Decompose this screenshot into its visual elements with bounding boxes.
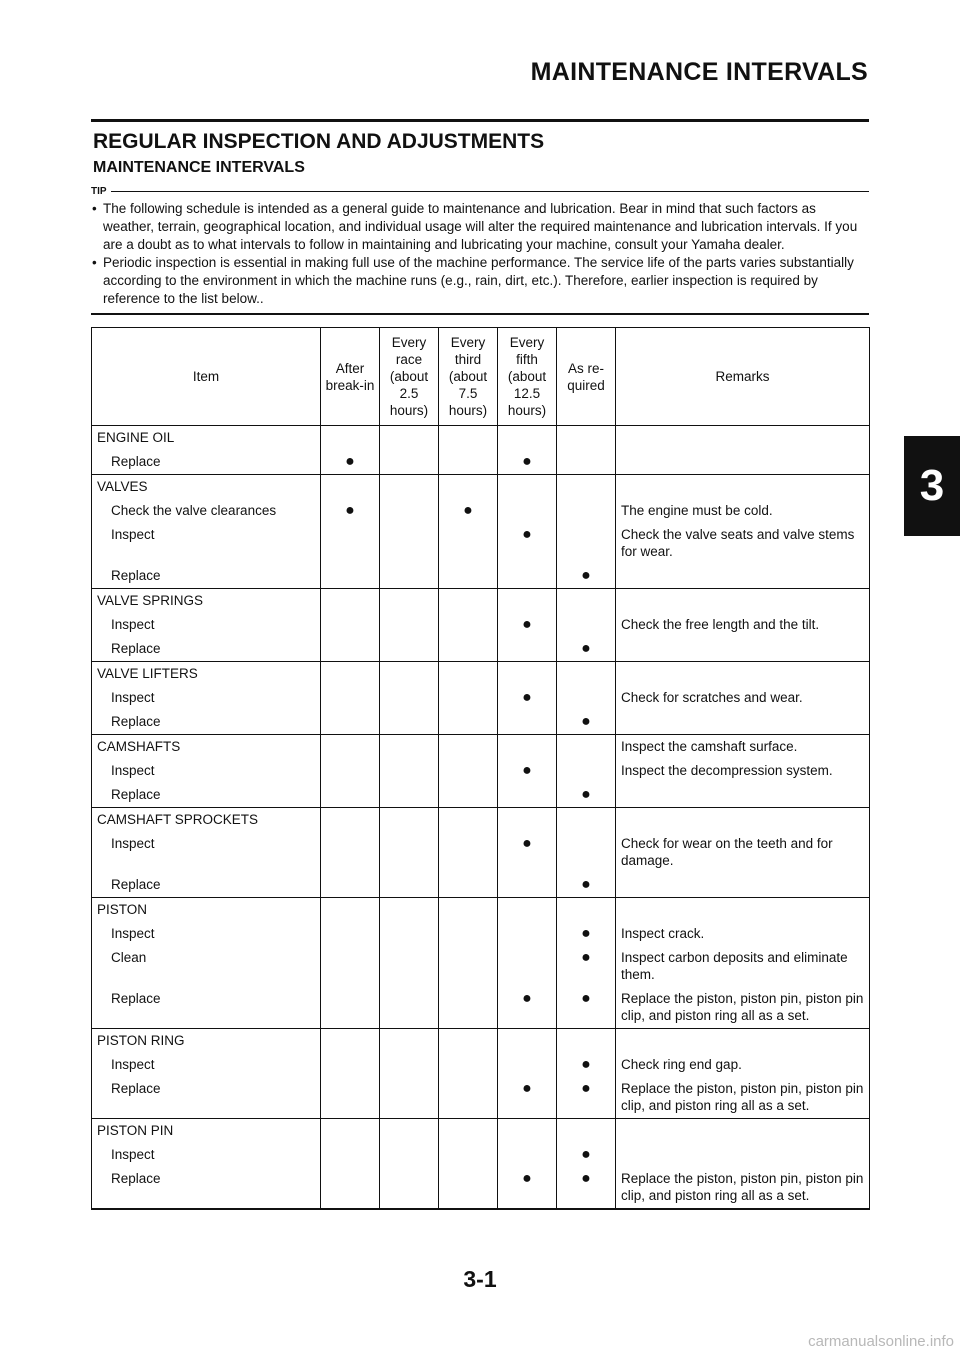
row-label: Check the valve clearances (92, 499, 321, 523)
mark-cell (380, 589, 439, 614)
mark-dot-icon: ● (498, 832, 557, 873)
mark-cell (380, 783, 439, 808)
mark-dot-icon: ● (557, 564, 616, 589)
mark-cell (439, 637, 498, 662)
remark-cell (616, 637, 870, 662)
mark-cell (557, 832, 616, 873)
mark-cell (380, 898, 439, 923)
table-group (92, 662, 870, 735)
group-title: PISTON (92, 898, 321, 923)
remark-cell (616, 873, 870, 898)
table-row (92, 613, 870, 637)
mark-cell (439, 426, 498, 451)
mark-cell (380, 1119, 439, 1144)
mark-cell (380, 613, 439, 637)
mark-cell (557, 426, 616, 451)
tip-header (91, 186, 869, 197)
mark-cell (439, 1053, 498, 1077)
mark-cell (498, 637, 557, 662)
group-title: PISTON PIN (92, 1119, 321, 1144)
mark-cell (439, 1029, 498, 1054)
mark-cell (321, 589, 380, 614)
page-header-title: MAINTENANCE INTERVALS (530, 58, 868, 86)
mark-cell (321, 898, 380, 923)
remark-cell: Check for wear on the teeth and for damage. (616, 832, 870, 873)
mark-cell (557, 808, 616, 833)
mark-cell (380, 450, 439, 475)
table-row (92, 1143, 870, 1167)
table-row (92, 946, 870, 987)
mark-dot-icon: ● (557, 1143, 616, 1167)
remark-cell: The engine must be cold. (616, 499, 870, 523)
table-row (92, 662, 870, 687)
mark-cell (439, 564, 498, 589)
table-row (92, 1053, 870, 1077)
mark-cell (439, 946, 498, 987)
mark-cell (321, 686, 380, 710)
mark-cell (498, 564, 557, 589)
remark-cell: Inspect the decompression system. (616, 759, 870, 783)
mark-cell (498, 662, 557, 687)
mark-cell (498, 808, 557, 833)
mark-cell (498, 710, 557, 735)
remark-cell: Replace the piston, piston pin, piston pin clip, and piston ring all as a set. (616, 1167, 870, 1209)
mark-cell (557, 523, 616, 564)
remark-cell: Inspect crack. (616, 922, 870, 946)
page-number: 3-1 (463, 1266, 497, 1292)
remark-cell (616, 1029, 870, 1054)
mark-dot-icon: ● (498, 450, 557, 475)
mark-cell (557, 499, 616, 523)
mark-cell (321, 735, 380, 760)
group-title: CAMSHAFTS (92, 735, 321, 760)
mark-cell (380, 499, 439, 523)
mark-cell (439, 832, 498, 873)
remark-cell (616, 662, 870, 687)
tip-divider (111, 191, 869, 192)
section-title: REGULAR INSPECTION AND ADJUSTMENTS (93, 130, 545, 153)
mark-cell (380, 1077, 439, 1119)
mark-cell (439, 662, 498, 687)
table-row (92, 832, 870, 873)
table-group (92, 589, 870, 662)
table-row (92, 783, 870, 808)
row-label: Replace (92, 450, 321, 475)
table-row (92, 426, 870, 451)
row-label: Inspect (92, 759, 321, 783)
remark-cell (616, 475, 870, 500)
table-row (92, 564, 870, 589)
mark-cell (321, 946, 380, 987)
mark-cell (380, 426, 439, 451)
remark-cell: Check for scratches and wear. (616, 686, 870, 710)
table-group (92, 1119, 870, 1210)
row-label: Replace (92, 873, 321, 898)
mark-cell (439, 783, 498, 808)
maintenance-table (91, 327, 870, 1210)
mark-cell (321, 1077, 380, 1119)
mark-cell (557, 613, 616, 637)
mark-dot-icon: ● (557, 1053, 616, 1077)
mark-cell (380, 832, 439, 873)
remark-cell (616, 898, 870, 923)
mark-cell (380, 1143, 439, 1167)
table-group (92, 1029, 870, 1119)
table-group (92, 898, 870, 1029)
remark-cell: Check ring end gap. (616, 1053, 870, 1077)
mark-dot-icon: ● (498, 523, 557, 564)
table-row (92, 898, 870, 923)
mark-cell (439, 1167, 498, 1209)
mark-cell (498, 898, 557, 923)
mark-cell (321, 987, 380, 1029)
col-header-every-third: Every third (about 7.5 hours) (439, 328, 498, 426)
remark-cell (616, 564, 870, 589)
row-label: Inspect (92, 686, 321, 710)
chapter-tab: 3 (904, 436, 960, 536)
mark-cell (321, 426, 380, 451)
mark-dot-icon: ● (321, 499, 380, 523)
mark-cell (439, 450, 498, 475)
mark-cell (380, 808, 439, 833)
tip-label: TIP (91, 186, 107, 197)
mark-dot-icon: ● (557, 637, 616, 662)
table-row (92, 589, 870, 614)
mark-cell (321, 808, 380, 833)
mark-cell (321, 783, 380, 808)
mark-cell (321, 832, 380, 873)
mark-cell (380, 922, 439, 946)
tip-box (91, 186, 869, 315)
remark-cell (616, 1119, 870, 1144)
mark-cell (380, 523, 439, 564)
mark-dot-icon: ● (498, 613, 557, 637)
mark-cell (439, 735, 498, 760)
remark-cell: Replace the piston, piston pin, piston pin clip, and piston ring all as a set. (616, 1077, 870, 1119)
tip-bottom-divider (91, 313, 869, 315)
mark-dot-icon: ● (498, 759, 557, 783)
mark-cell (380, 1029, 439, 1054)
mark-cell (321, 710, 380, 735)
group-title: CAMSHAFT SPROCKETS (92, 808, 321, 833)
mark-cell (557, 1119, 616, 1144)
table-group (92, 475, 870, 589)
row-label: Replace (92, 564, 321, 589)
mark-dot-icon: ● (321, 450, 380, 475)
mark-dot-icon: ● (557, 1077, 616, 1119)
table-header-row (92, 328, 870, 426)
tip-item: • Periodic inspection is essential in making full use of the machine performance. The service life of the parts varies substantially according to the environment in which the machine runs (e.g., rain, dirt, etc.). Therefore, earlier inspection is required by reference to the list below.. (91, 254, 869, 308)
mark-cell (321, 523, 380, 564)
col-header-every-fifth: Every fifth (about 12.5 hours) (498, 328, 557, 426)
row-label: Inspect (92, 922, 321, 946)
mark-cell (321, 662, 380, 687)
mark-cell (557, 686, 616, 710)
table-row (92, 499, 870, 523)
row-label: Replace (92, 783, 321, 808)
row-label: Inspect (92, 613, 321, 637)
remark-cell (616, 450, 870, 475)
mark-dot-icon: ● (498, 1167, 557, 1209)
mark-dot-icon: ● (557, 922, 616, 946)
table-row (92, 759, 870, 783)
mark-cell (380, 637, 439, 662)
mark-cell (439, 873, 498, 898)
table-row (92, 710, 870, 735)
mark-cell (321, 613, 380, 637)
remark-cell (616, 426, 870, 451)
table-row (92, 735, 870, 760)
col-header-after-breakin: After break-in (321, 328, 380, 426)
row-label: Inspect (92, 832, 321, 873)
group-title: VALVE LIFTERS (92, 662, 321, 687)
col-header-remarks: Remarks (616, 328, 870, 426)
table-row (92, 637, 870, 662)
col-header-as-required: As re-quired (557, 328, 616, 426)
col-header-every-race: Every race (about 2.5 hours) (380, 328, 439, 426)
mark-cell (439, 613, 498, 637)
mark-cell (321, 873, 380, 898)
remark-cell (616, 589, 870, 614)
mark-cell (498, 783, 557, 808)
mark-cell (439, 589, 498, 614)
row-label: Clean (92, 946, 321, 987)
group-title: VALVES (92, 475, 321, 500)
row-label: Replace (92, 1167, 321, 1209)
row-label: Replace (92, 637, 321, 662)
mark-cell (439, 987, 498, 1029)
mark-cell (498, 873, 557, 898)
mark-cell (321, 564, 380, 589)
mark-cell (321, 475, 380, 500)
mark-cell (321, 637, 380, 662)
mark-cell (321, 1053, 380, 1077)
tip-list (91, 200, 869, 308)
mark-cell (498, 589, 557, 614)
mark-dot-icon: ● (557, 987, 616, 1029)
mark-cell (498, 922, 557, 946)
mark-cell (380, 662, 439, 687)
mark-cell (321, 1167, 380, 1209)
remark-cell: Inspect the camshaft surface. (616, 735, 870, 760)
remark-cell: Replace the piston, piston pin, piston pin clip, and piston ring all as a set. (616, 987, 870, 1029)
watermark: carmanualsonline.info (808, 1333, 954, 1350)
mark-cell (557, 759, 616, 783)
mark-cell (321, 922, 380, 946)
mark-cell (321, 1029, 380, 1054)
mark-dot-icon: ● (498, 987, 557, 1029)
mark-dot-icon: ● (557, 783, 616, 808)
mark-cell (439, 898, 498, 923)
tip-item: • The following schedule is intended as a general guide to maintenance and lubrication. Bear in mind that such factors as weather, terrain, geographical location, and individual usage will alter the required maintenance and lubrication intervals. If you are a doubt as to what intervals to follow in maintaining and lubricating your machine, consult your Yamaha dealer. (91, 200, 869, 254)
remark-cell (616, 808, 870, 833)
mark-cell (439, 475, 498, 500)
mark-cell (380, 759, 439, 783)
mark-cell (557, 1029, 616, 1054)
mark-cell (557, 735, 616, 760)
table-row (92, 1119, 870, 1144)
mark-cell (380, 1167, 439, 1209)
mark-cell (321, 1119, 380, 1144)
table-row (92, 922, 870, 946)
group-title: ENGINE OIL (92, 426, 321, 451)
table-row (92, 450, 870, 475)
remark-cell (616, 710, 870, 735)
row-label: Replace (92, 1077, 321, 1119)
mark-cell (498, 475, 557, 500)
remark-cell (616, 1143, 870, 1167)
remark-cell: Inspect carbon deposits and eliminate them. (616, 946, 870, 987)
mark-cell (439, 1143, 498, 1167)
mark-cell (439, 686, 498, 710)
table-group (92, 426, 870, 475)
col-header-item: Item (92, 328, 321, 426)
table-group (92, 808, 870, 898)
mark-cell (380, 987, 439, 1029)
mark-cell (380, 1053, 439, 1077)
mark-cell (557, 450, 616, 475)
mark-cell (439, 808, 498, 833)
mark-cell (380, 710, 439, 735)
mark-cell (498, 1053, 557, 1077)
mark-dot-icon: ● (498, 686, 557, 710)
mark-cell (498, 426, 557, 451)
table-group (92, 735, 870, 808)
mark-cell (498, 735, 557, 760)
section-subtitle: MAINTENANCE INTERVALS (93, 159, 305, 176)
mark-cell (557, 589, 616, 614)
table-row (92, 1167, 870, 1209)
mark-cell (380, 735, 439, 760)
mark-cell (498, 1029, 557, 1054)
mark-cell (439, 523, 498, 564)
mark-cell (439, 1077, 498, 1119)
table-row (92, 475, 870, 500)
mark-cell (557, 898, 616, 923)
mark-cell (380, 475, 439, 500)
remark-cell (616, 783, 870, 808)
mark-cell (498, 499, 557, 523)
mark-dot-icon: ● (557, 710, 616, 735)
row-label: Inspect (92, 1053, 321, 1077)
group-title: PISTON RING (92, 1029, 321, 1054)
mark-cell (498, 946, 557, 987)
row-label: Replace (92, 710, 321, 735)
mark-cell (380, 686, 439, 710)
mark-dot-icon: ● (557, 946, 616, 987)
mark-cell (380, 873, 439, 898)
table-row (92, 1077, 870, 1119)
row-label: Inspect (92, 523, 321, 564)
table-row (92, 686, 870, 710)
mark-cell (498, 1119, 557, 1144)
table-row (92, 987, 870, 1029)
group-title: VALVE SPRINGS (92, 589, 321, 614)
mark-cell (557, 662, 616, 687)
row-label: Inspect (92, 1143, 321, 1167)
mark-cell (380, 564, 439, 589)
table-row (92, 808, 870, 833)
mark-cell (439, 922, 498, 946)
mark-dot-icon: ● (439, 499, 498, 523)
mark-cell (557, 475, 616, 500)
mark-cell (439, 710, 498, 735)
mark-dot-icon: ● (557, 1167, 616, 1209)
table-row (92, 1029, 870, 1054)
mark-cell (321, 1143, 380, 1167)
header-divider (91, 119, 869, 122)
remark-cell: Check the free length and the tilt. (616, 613, 870, 637)
row-label: Replace (92, 987, 321, 1029)
mark-cell (439, 1119, 498, 1144)
mark-dot-icon: ● (557, 873, 616, 898)
table-row (92, 873, 870, 898)
mark-cell (380, 946, 439, 987)
mark-cell (439, 759, 498, 783)
mark-dot-icon: ● (498, 1077, 557, 1119)
remark-cell: Check the valve seats and valve stems for wear. (616, 523, 870, 564)
mark-cell (321, 759, 380, 783)
table-row (92, 523, 870, 564)
mark-cell (498, 1143, 557, 1167)
